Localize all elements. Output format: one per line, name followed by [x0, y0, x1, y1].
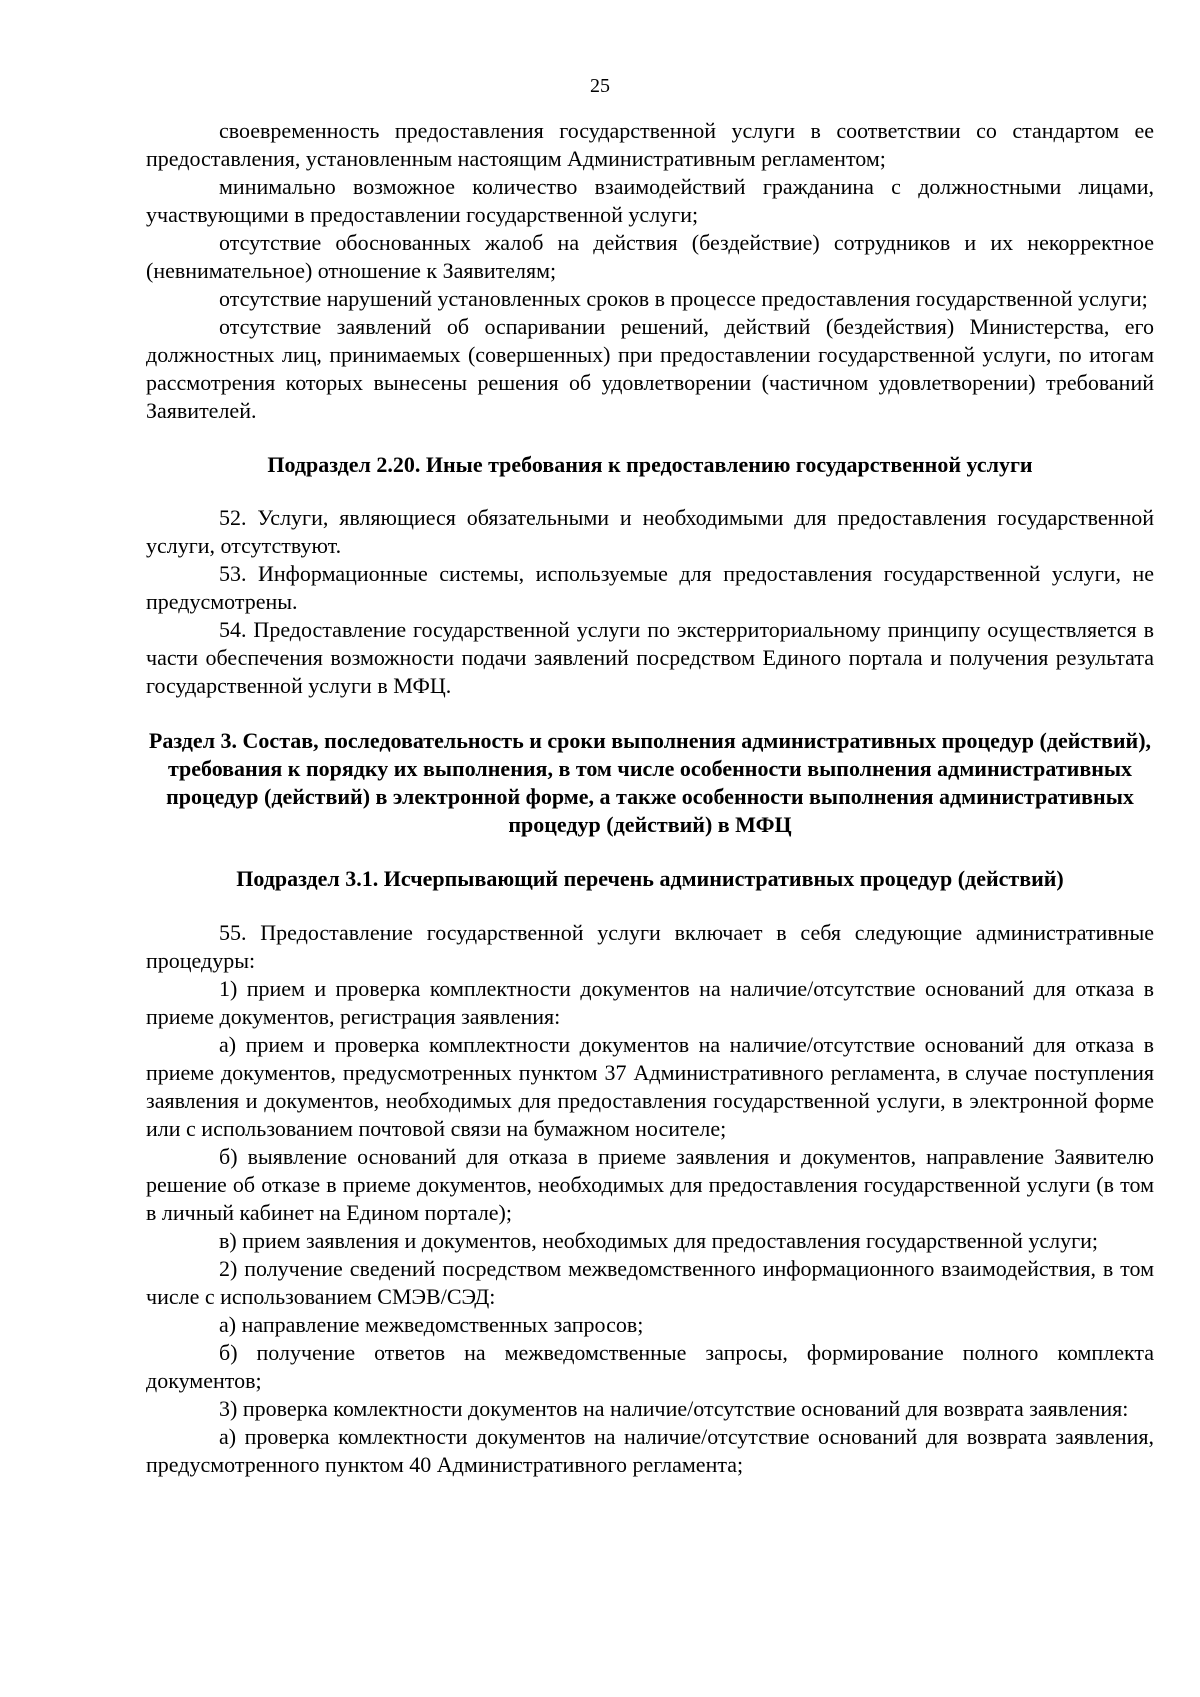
paragraph: отсутствие нарушений установленных сроков в процессе предоставления государственной услуги;	[219, 286, 1148, 311]
paragraph: 3) проверка комлектности документов на наличие/отсутствие оснований для возврата заявления:	[219, 1396, 1129, 1421]
subsection-heading-3-1: Подраздел 3.1. Исчерпывающий перечень административных процедур (действий)	[236, 866, 1064, 891]
paragraph: своевременность предоставления государственной услуги в соответствии со стандартом ее предоставления, установленным настоящим Административным регламентом;	[146, 118, 1154, 171]
paragraph: отсутствие заявлений об оспаривании решений, действий (бездействия) Министерства, его должностных лиц, принимаемых (совершенных) при предоставлении государственной услуги, по итогам рассмотрения которых вынесены решения об удовлетворении (частичном удовлетворении) требований Заявителей.	[146, 314, 1154, 423]
paragraph: минимально возможное количество взаимодействий гражданина с должностными лицами, участвующими в предоставлении государственной услуги;	[146, 174, 1154, 227]
section-heading-3: Раздел 3. Состав, последовательность и сроки выполнения административных процедур (действий), требования к порядку их выполнения, в том числе особенности выполнения административных процедур (действий) в электронной форме, а также особенности выполнения административных процедур (действий) в МФЦ	[148, 728, 1152, 837]
paragraph: 2) получение сведений посредством межведомственного информационного взаимодействия, в том числе с использованием СМЭВ/СЭД:	[146, 1256, 1154, 1309]
paragraph: 1) прием и проверка комплектности документов на наличие/отсутствие оснований для отказа в приеме документов, регистрация заявления:	[146, 976, 1154, 1029]
page-number: 25	[590, 75, 610, 97]
paragraph: 52. Услуги, являющиеся обязательными и необходимыми для предоставления государственной услуги, отсутствуют.	[146, 505, 1154, 558]
paragraph: б) выявление оснований для отказа в приеме заявления и документов, направление Заявителю решение об отказе в приеме документов, необходимых для предоставления государственной услуги (в том в личный кабинет на Едином портале);	[146, 1144, 1154, 1225]
paragraph: а) проверка комлектности документов на наличие/отсутствие оснований для возврата заявления, предусмотренного пунктом 40 Административного регламента;	[146, 1424, 1154, 1477]
paragraph: б) получение ответов на межведомственные запросы, формирование полного комплекта документов;	[146, 1340, 1154, 1393]
subsection-heading-2-20: Подраздел 2.20. Иные требования к предоставлению государственной услуги	[267, 452, 1033, 477]
paragraph: 53. Информационные системы, используемые для предоставления государственной услуги, не предусмотрены.	[146, 561, 1154, 614]
paragraph: а) прием и проверка комплектности документов на наличие/отсутствие оснований для отказа в приеме документов, предусмотренных пунктом 37 Административного регламента, в случае поступления заявления и документов, необходимых для предоставления государственной услуги, в электронной форме или с использованием почтовой связи на бумажном носителе;	[146, 1032, 1154, 1141]
paragraph: а) направление межведомственных запросов;	[219, 1312, 644, 1337]
paragraph: отсутствие обоснованных жалоб на действия (бездействие) сотрудников и их некорректное (невнимательное) отношение к Заявителям;	[146, 230, 1154, 283]
paragraph: 55. Предоставление государственной услуги включает в себя следующие административные процедуры:	[146, 920, 1154, 973]
paragraph: в) прием заявления и документов, необходимых для предоставления государственной услуги;	[219, 1228, 1098, 1253]
paragraph: 54. Предоставление государственной услуги по экстерриториальному принципу осуществляется в части обеспечения возможности подачи заявлений посредством Единого портала и получения результата государственной услуги в МФЦ.	[146, 617, 1154, 698]
document-body	[146, 117, 1154, 1479]
